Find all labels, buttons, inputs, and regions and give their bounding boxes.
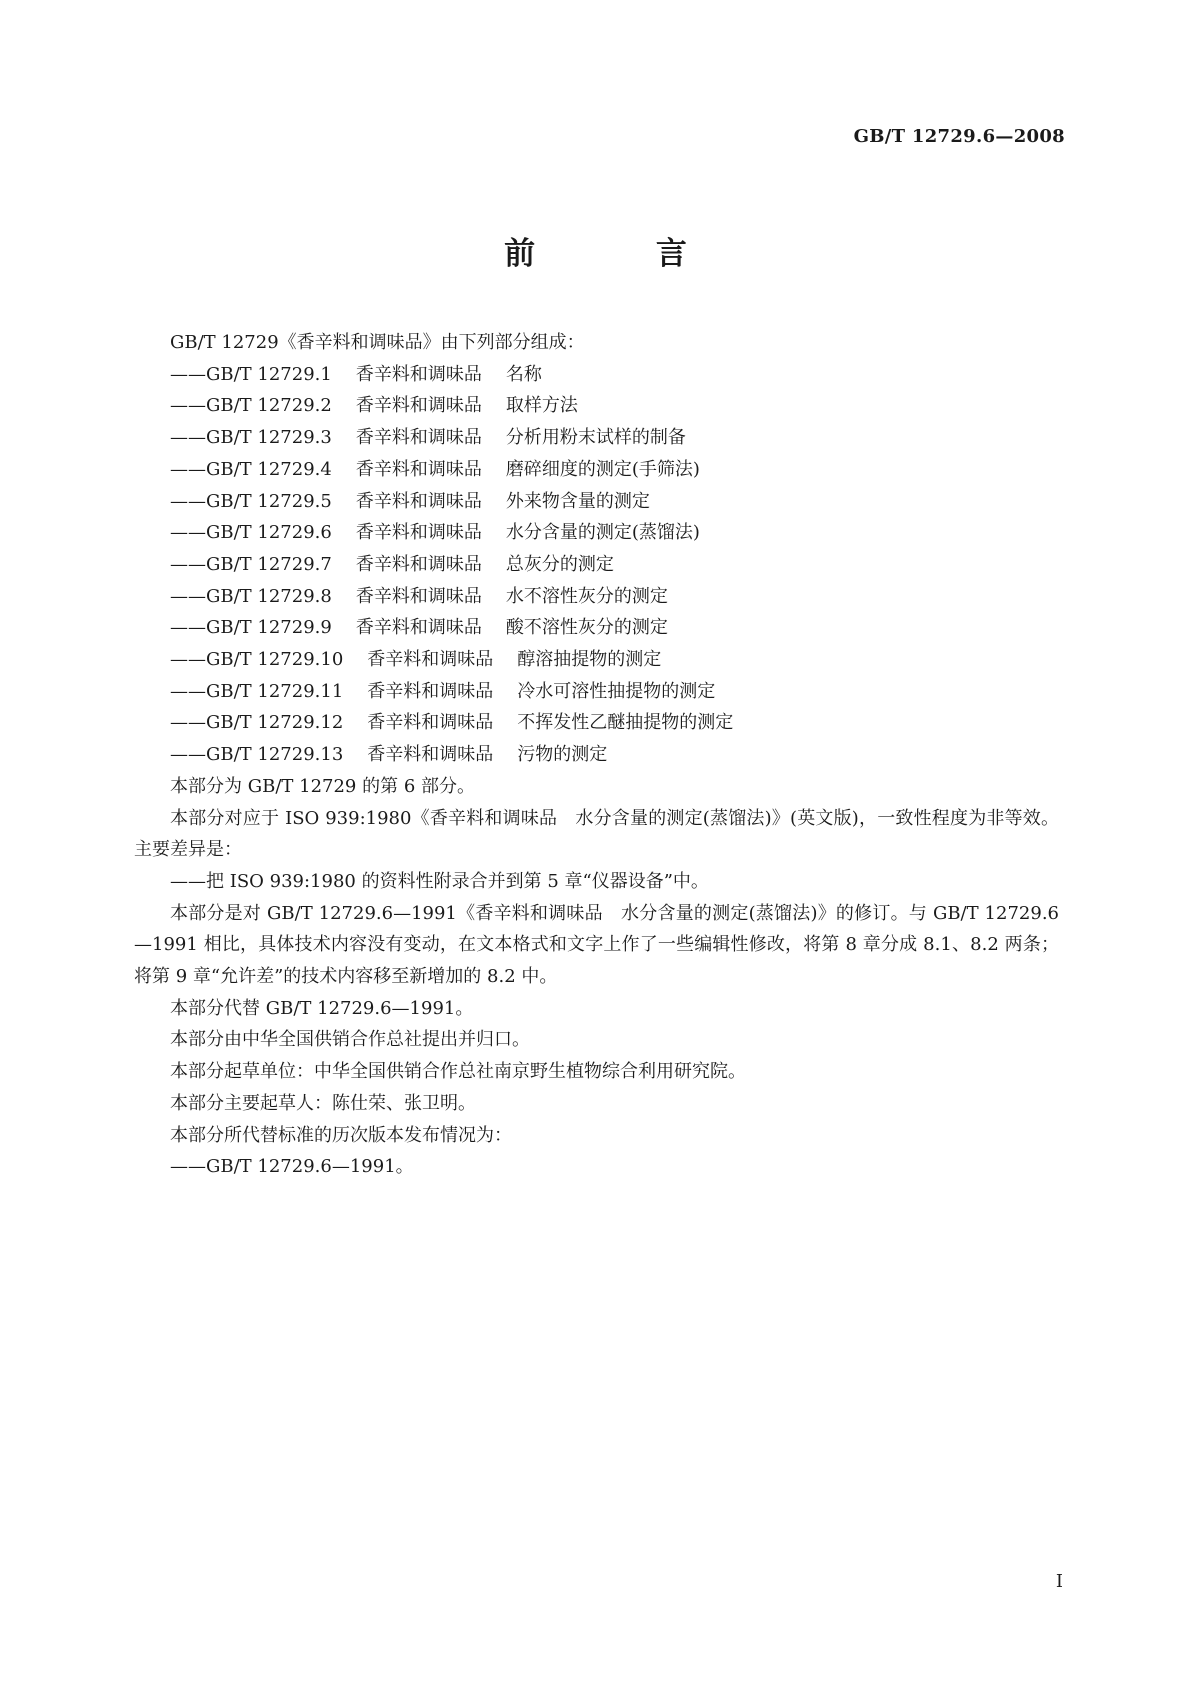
list-item xyxy=(134,517,1059,549)
list-item xyxy=(134,359,1059,391)
iso-correspondence-paragraph: 本部分对应于 ISO 939:1980《香辛料和调味品 水分含量的测定(蒸馏法)》(英文版)，一致性程度为非等效。主要差异是： xyxy=(134,807,1059,861)
standard-number: GB/T 12729.6—2008 xyxy=(853,126,1065,147)
page-title: 前 言 xyxy=(504,236,742,272)
proposer-paragraph: 本部分由中华全国供销合作总社提出并归口。 xyxy=(170,1029,530,1051)
parts-list xyxy=(134,359,1059,771)
list-item xyxy=(134,739,1059,771)
part-code: ——GB/T 12729.11 xyxy=(170,680,344,702)
part-code: ——GB/T 12729.9 xyxy=(170,617,332,639)
part-code: ——GB/T 12729.7 xyxy=(170,553,332,575)
part-code: ——GB/T 12729.12 xyxy=(170,712,344,734)
part-name: 总灰分的测定 xyxy=(505,553,614,575)
history-item: ——GB/T 12729.6—1991。 xyxy=(170,1156,414,1178)
part-name: 磨碎细度的测定(手筛法) xyxy=(505,458,700,480)
drafting-unit-paragraph: 本部分起草单位：中华全国供销合作总社南京野生植物综合利用研究院。 xyxy=(170,1061,746,1083)
list-item xyxy=(134,454,1059,486)
part-code: ——GB/T 12729.4 xyxy=(170,458,332,480)
part-name: 醇溶抽提物的测定 xyxy=(517,649,662,671)
part-statement-paragraph: 本部分为 GB/T 12729 的第 6 部分。 xyxy=(170,775,475,797)
part-series: 香辛料和调味品 xyxy=(355,617,482,639)
list-item xyxy=(134,707,1059,739)
list-item xyxy=(134,422,1059,454)
replacement-paragraph: 本部分代替 GB/T 12729.6—1991。 xyxy=(170,997,474,1019)
part-name: 不挥发性乙醚抽提物的测定 xyxy=(517,712,734,734)
part-name: 冷水可溶性抽提物的测定 xyxy=(517,680,716,702)
list-item xyxy=(134,486,1059,518)
list-item xyxy=(134,549,1059,581)
revision-paragraph: 本部分是对 GB/T 12729.6—1991《香辛料和调味品 水分含量的测定(蒸馏法)》的修订。与 GB/T 12729.6—1991 相比，具体技术内容没有变动，在文本格式和文字上作了一些编辑性修改，将第 8 章分成 8.1、8.2 两条；将第 9 章“允许差”的技术内容移至新增加的 8.2 中。 xyxy=(134,902,1059,988)
document-body xyxy=(134,327,1059,1183)
iso-difference-item: ——把 ISO 939:1980 的资料性附录合并到第 5 章“仪器设备”中。 xyxy=(170,870,709,892)
part-code: ——GB/T 12729.3 xyxy=(170,427,332,449)
list-item xyxy=(134,644,1059,676)
list-item xyxy=(134,390,1059,422)
part-name: 水分含量的测定(蒸馏法) xyxy=(505,522,700,544)
intro-paragraph: GB/T 12729《香辛料和调味品》由下列部分组成： xyxy=(170,332,585,353)
part-code: ——GB/T 12729.6 xyxy=(170,522,332,544)
part-series: 香辛料和调味品 xyxy=(355,395,482,417)
part-name: 分析用粉末试样的制备 xyxy=(505,427,686,449)
part-series: 香辛料和调味品 xyxy=(355,427,482,449)
part-code: ——GB/T 12729.8 xyxy=(170,585,332,607)
part-name: 外来物含量的测定 xyxy=(505,490,650,512)
list-item xyxy=(134,581,1059,613)
part-series: 香辛料和调味品 xyxy=(367,744,494,766)
page-number: I xyxy=(1055,1571,1063,1592)
part-series: 香辛料和调味品 xyxy=(355,458,482,480)
part-series: 香辛料和调味品 xyxy=(367,649,494,671)
part-name: 酸不溶性灰分的测定 xyxy=(505,617,668,639)
part-name: 污物的测定 xyxy=(517,744,608,766)
part-name: 取样方法 xyxy=(505,395,578,417)
part-series: 香辛料和调味品 xyxy=(355,490,482,512)
history-paragraph: 本部分所代替标准的历次版本发布情况为： xyxy=(170,1124,512,1146)
part-series: 香辛料和调味品 xyxy=(355,363,482,385)
part-code: ——GB/T 12729.13 xyxy=(170,744,344,766)
part-series: 香辛料和调味品 xyxy=(367,712,494,734)
part-code: ——GB/T 12729.1 xyxy=(170,363,332,385)
part-series: 香辛料和调味品 xyxy=(355,585,482,607)
part-code: ——GB/T 12729.2 xyxy=(170,395,332,417)
drafters-paragraph: 本部分主要起草人：陈仕荣、张卫明。 xyxy=(170,1092,476,1114)
list-item xyxy=(134,612,1059,644)
part-series: 香辛料和调味品 xyxy=(355,522,482,544)
list-item xyxy=(134,676,1059,708)
part-series: 香辛料和调味品 xyxy=(367,680,494,702)
part-series: 香辛料和调味品 xyxy=(355,553,482,575)
part-code: ——GB/T 12729.10 xyxy=(170,649,344,671)
part-name: 水不溶性灰分的测定 xyxy=(505,585,668,607)
part-code: ——GB/T 12729.5 xyxy=(170,490,332,512)
part-name: 名称 xyxy=(505,363,542,385)
